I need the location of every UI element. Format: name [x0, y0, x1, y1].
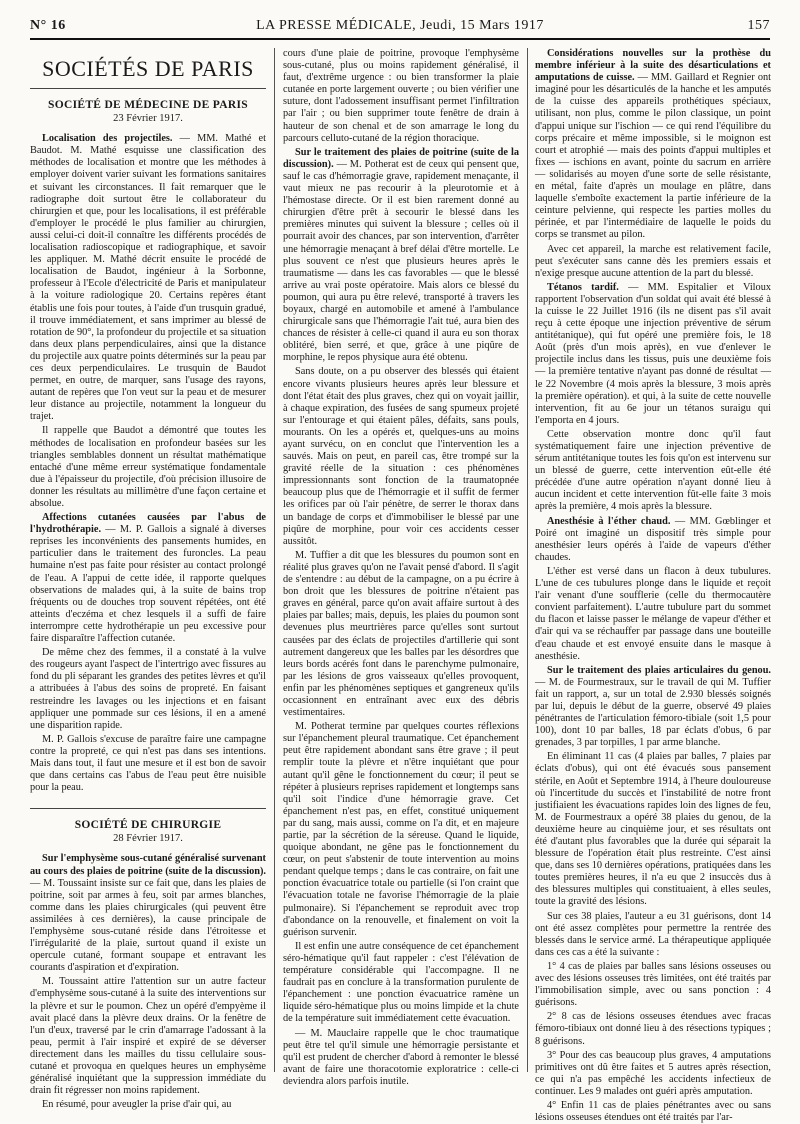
- column-2: [283, 48, 519, 1087]
- column-divider: [527, 48, 528, 1072]
- section-date-medecine: 23 Février 1917.: [113, 113, 183, 125]
- paragraph: Il rappelle que Baudot a démontré que toutes les méthodes de localisation en profondeur basées sur les triangles semblables donnent un résultat mathématique entaché d'une même erreur systématique fondamentale due à l'épaisseur du projectile, d'où précision illusoire de donner les résultats au millimètre d'une façon certaine et absolue.: [30, 425, 266, 509]
- list-item: 4° Enfin 11 cas de plaies pénétrantes avec ou sans lésions osseuses étendues ont été traités par l'ar-: [535, 1099, 771, 1124]
- article-localisation: Localisation des projectiles. — MM. Mathé et Baudot. M. Mathé esquisse une classification des méthodes de localisation et montre que les méthodes à employer doivent varier suivant les formations sanitaires et suivant les circonstances. Il fait remarquer que le radiographe doit surtout être le collaborateur du chirurgien et que, pour les localisations, il est préférable d'employer le procédé le plus familier au chirurgien, aussi celui-ci doit-il connaître les différents procédés de localisation radioscopique et radiographique, et savoir les appliquer. M. Mathé décrit ensuite le procédé de localisation de Baudot, ingénieur à la Sorbonne, professeur à l'Ecole d'électricité de Paris et manipulateur à la voiture radiologique 20. Certains repères étant établis une fois pour toutes, à l'aide d'un trusquin gradué, il trouve immédiatement, et sans imprimer au blessé de rotation de 90°, la profondeur du projectile et sa situation dans deux plans perpendiculaires, ainsi que la distance du projectile aux quatre points déterminés sur la peau par ces deux perpendiculaires. Le trusquin de Baudot permet, en outre, de marquer, sans l'usage des rayons, autant de repères que l'on veut sur la peau et de mesurer leur distance au projectile, notamment la longueur du trajet.: [30, 133, 266, 423]
- paragraph: Il est enfin une autre conséquence de cet épanchement séro-hématique qu'il faut rappeler : c'est l'élévation de température considérable qui l'accompagne. Il ne faudrait pas en conclure à la transformation purulente de l'épanchement : une ponction évacuatrice ramène un liquide séro-hématique plus ou moins limpide et la chute de la température suit immédiatement cette évacuation.: [283, 940, 519, 1025]
- paragraph: cours d'une plaie de poitrine, provoque l'emphysème sous-cutané, plus ou moins rapidement généralisé, il faut, d'extrême urgence : ou bien transformer la plaie cutanée en porte largement ouverte ; ou bien vérifier une suture, dont l'adossement insuffisant permet l'infiltration par l'air ; ou bien supprimer toute fenêtre de drain à hauteur de son chenal et de son amarrage le long du parcours celluto-cutané de la région thoracique.: [283, 48, 519, 144]
- list-item: 3° Pour des cas beaucoup plus graves, 4 amputations primitives ont dû être faites et 5 autres après résection, ce qui n'a pas empêché les accidents infectieux de continuer. Les 9 malades ont guéri après amputation.: [535, 1049, 771, 1097]
- section-divider: [30, 808, 266, 809]
- paragraph: M. Tuffier a dit que les blessures du poumon sont en réalité plus graves qu'on ne l'avait pensé d'abord. Il s'agit de s'entendre : au début de la campagne, on a pu écrire à bon droit que les blessures de poitrine n'étaient pas graves en général, parce qu'on avait affaire surtout à des plaies par balles; mais, depuis, les plaies du poumon sont devenues plus meurtrières parce qu'elles sont surtout causées par des éclats de projectiles d'artillerie qui sont autrement dangereux que les balles par les désordres que leurs bords acérés font dans le parenchyme pulmonaire, par les lésions de gros vaisseaux qu'elles provoquent, enfin par les phénomènes septiques et gangreneux qu'ils occasionnent en entraînant avec eux des débris vestimentaires.: [283, 549, 519, 719]
- page-header: [30, 16, 770, 40]
- article-emphyseme: Sur l'emphysème sous-cutané généralisé survenant au cours des plaies de poitrine (suite de la discussion). — M. Toussaint insiste sur ce fait que, dans les plaies de poitrine, soit par armes à feu, soit par armes blanches, comme dans les plaies chirurgicales (qui peuvent être assimilées à ces dernières), la cause principale de l'emphysème sous-cutané réside dans l'étroitesse et l'irrégularité de la plaie, surtout quand il existe un opercule cutané, formant soupape et entravant les courants d'aspiration et d'expiration.: [30, 853, 266, 974]
- list-item: 1° 4 cas de plaies par balles sans lésions osseuses ou avec des lésions osseuses très limitées, ont été traités par l'immobilisation simple, avec ou sans ponction : 4 guérisons.: [535, 960, 771, 1009]
- article-tetanos: Tétanos tardif. — MM. Espitalier et Viloux rapportent l'observation d'un soldat qui avait été blessé à la cuisse le 22 Juillet 1916 (ils ne disent pas s'il avait reçu à cette époque une injection préventive de sérum antitétanique), qui fut opéré une première fois, le 18 Août (près d'un mois après), en vue d'enlever le projectile inclus dans les tissus, puis une deuxième fois — la première tentative n'ayant pas donné de résultat — le 22 Novembre (4 mois après la blessure, 3 mois après la première opération). et qui, à la suite de cette nouvelle intervention, fit au 6e jour un tétanos suraigu qui l'emporta en 4 jours.: [535, 281, 771, 426]
- paragraph-mauclaire: — M. Mauclaire rappelle que le choc traumatique peut être tel qu'il simule une hémorragie persistante et qu'il est prudent de chercher d'abord à remonter le blessé avant de faire une thoracotomie exploratrice : celle-ci deviendra alors parfois inutile.: [283, 1027, 519, 1087]
- paragraph: En résumé, pour aveugler la prise d'air qui, au: [42, 1099, 232, 1111]
- journal-title: LA PRESSE MÉDICALE, Jeudi, 15 Mars 1917: [256, 18, 544, 33]
- paragraph: M. P. Gallois s'excuse de paraître faire une campagne contre la propreté, ce qui n'est pas dans ses intentions. Mais dans tout, il faut une mesure et il est bon de savoir que dans certains cas l'abus de l'eau peut être nuisible pour la peau.: [30, 733, 266, 794]
- column-3: [535, 48, 771, 1124]
- paragraph: M. Potherat termine par quelques courtes réflexions sur l'épanchement pleural traumatique. Cet épanchement peut être rapidement abondant sans être grave ; il peut remplir toute la plèvre et n'être inquiétant que pour autant qu'il gêne le fonctionnement du cœur; il peut se répéter à plusieurs reprises rapidement et longtemps sans qu'il soit l'indice d'une hémorragie grave. Cet épanchement n'est pas, en effet, constitué uniquement par du sang, mais aussi, comme on l'a dit, et en majeure partie, par la sécrétion de la séreuse. Quand le liquide, quoique abondant, ne gêne pas le fonctionnement du cœur, on peut s'abstenir de toute intervention au moins pendant quelque temps ; dans le cas contraire, on fait une ponction évacuatrice totale ou partielle (si l'on craint que l'évacuation totale ne favorise l'hémorragie de la plaie pulmonaire). Si l'épanchement se reproduit avec trop d'abondance on la renouvelle, et finalement on voit la guérison survenir.: [283, 721, 519, 938]
- section-title-chirurgie: SOCIÉTÉ DE CHIRURGIE: [74, 819, 222, 832]
- issue-number: N° 16: [30, 18, 66, 33]
- paragraph: Cette observation montre donc qu'il faut systématiquement faire une injection préventive de sérum antitétanique toutes les fois qu'on est intervenu sur un blessé de guerre, cette intervention eût-elle été précédée d'une autre opération n'ayant donné lieu à aucun incident et cette intervention fût-elle faite 3 mois après la première, 4 mois après la blessure.: [535, 428, 771, 513]
- section-date-chirurgie: 28 Février 1917.: [113, 833, 183, 845]
- list-item: 2° 8 cas de lésions osseuses étendues avec fracas fémoro-tibiaux ont donné lieu à des résections typiques ; 8 guérisons.: [535, 1011, 771, 1047]
- paragraph: De même chez des femmes, il a constaté à la vulve des rougeurs ayant l'aspect de l'intertrigo avec fissures au fond du pli séparant les grandes des petites lèvres et qu'il a attribuées à l'abus des soins de propreté. En faisant restreindre les lavages ou les injections et en faisant appliquer une pommade sur ces lésions, il en a amené une disparition rapide.: [30, 647, 266, 731]
- paragraph: Avec cet appareil, la marche est relativement facile, peut s'exécuter sans canne dès les premiers essais et n'exige presque aucune attention de la part du blessé.: [535, 243, 771, 279]
- article-prothese: Considérations nouvelles sur la prothèse du membre inférieur à la suite des désarticulations et amputations de cuisse. — MM. Gaillard et Regnier ont imaginé pour les désarticulés de la hanche et les amputés de la cuisse des appareils prothétiques spéciaux, utilisant, non plus, comme le pilon classique, un point d'appui unique sur l'ischion — ce qui rend l'équilibre du corps précaire et même impossible, si le moignon est court et atrophié — mais des points d'appui multiples et fixes — ischions en avant, pointe du sacrum en arrière — solidarisés au moyen d'une sorte de selle résistante, en métal, faite d'après un moulage en plâtre, dans laquelle s'emboîte exactement la partie inférieure de la ceinture pelvienne, qui respecte les parties molles du périnée, et par l'intermédiaire de laquelle le poids du corps se transmet au pilon.: [535, 48, 771, 241]
- article-plaies-genou: Sur le traitement des plaies articulaires du genou. — M. de Fourmestraux, sur le travail de qui M. Tuffier fait un rapport, a, sur un total de 2.930 blessés soignés par lui, depuis le début de la guerre, observé 49 plaies pénétrantes de l'articulation fémoro-tibiale (soit 1,5 pour 100), dont 10 par balles, 18 par éclats d'obus, 6 par grenades, 3 par torpilles, 1 par arme blanche.: [535, 664, 771, 749]
- paragraph: Sans doute, on a pu observer des blessés qui étaient encore vivants plusieurs heures après leur blessure et dont l'état était des plus graves, chez qui on voyait jaillir, à chaque expiration, des fusées de sang spumeux projeté sur l'entourage et qui étaient pâles, défaits, sans pouls, mourants. On les a opérés et, quelques-uns au moins ayant survécu, on en conclut que l'intervention les a sauvés. Mais on peut, en pareil cas, être trompé sur la gravité réelle de la situation : ces phénomènes impressionnants sont fonction de la traumatopnée beaucoup plus que de l'hémorragie et il suffit de fermer les orifices par où l'air pénètre, de serrer le thorax dans un bandage de corps et d'immobiliser le blessé par une piqûre de morphine, pour voir ces accidents cesser aussitôt.: [283, 366, 519, 547]
- column-1: [30, 48, 266, 1111]
- paragraph: M. Toussaint attire l'attention sur un autre facteur d'emphysème sous-cutané à la suite des interventions sur la plèvre et sur le poumon. Chez un opéré d'empyème il avait placé dans la plèvre deux drains. Or la fenêtre de l'un d'eux, traversé par le crin d'amarrage l'adossant à la peau, permit à l'air inspiré et expiré de se déverser directement dans les mailles du tissu cellulaire sous-cutané et provoqua en quelques heures un emphysème généralisé inquiétant que la suppression immédiate du drain fit régresser non moins rapidement.: [30, 976, 266, 1097]
- column-divider: [274, 48, 275, 1072]
- masthead: SOCIÉTÉS DE PARIS: [30, 56, 266, 89]
- paragraph: En éliminant 11 cas (4 plaies par balles, 7 plaies par éclats d'obus), qui ont été évacués sous pansement stérile, en Août et Septembre 1914, à l'heure douloureuse où l'incertitude du succès et l'instabilité de notre front justifiaient les évacuations rapides loin des lignes de feu, M. de Fourmestraux a opéré 38 plaies du genou, de la deuxième heure au cinquième jour, et ses résultats ont été d'autant plus favorables que la durée qui séparait la blessure de l'opération était plus restreinte. C'est ainsi que, dans ses 10 dernières opérations, pratiquées dans les toutes premières heures, il n'a eu que 2 insuccès dus à des blessures multiples qui constituaient, à elles seules, toute la gravité des lésions.: [535, 751, 771, 908]
- paragraph: Sur ces 38 plaies, l'auteur a eu 31 guérisons, dont 14 ont été assez complètes pour permettre la rentrée des blessés dans le service armé. La thérapeutique appliquée dans ces cas a été la suivante :: [535, 910, 771, 958]
- article-affections-cutanees: Affections cutanées causées par l'abus de l'hydrothérapie. — M. P. Gallois a signalé à diverses reprises les inconvénients des pansements humides, en particulier dans le traitement des furoncles. La peau humaine n'est pas faite pour résister au contact prolongé de l'eau. A l'appui de cette idée, il rapporte quelques observations de malades qui, à la suite de bains trop fréquents ou de douches trop souvent répétées, ont été atteints d'eczéma et chez lesquels il a suffi de faire interrompre cette hydrothérapie un peu excessive pour faire disparaître l'affection cutanée.: [30, 512, 266, 645]
- article-plaies-poitrine: Sur le traitement des plaies de poitrine (suite de la discussion). — M. Potherat est de ceux qui pensent que, sauf le cas d'hémorragie grave, rapidement menaçante, il vaut mieux ne pas recourir à la pleurotomie et à l'hémostase directe. Or il est bien rarement donné au chirurgien d'être prêt à secourir le blessé dans les premières minutes qui suivent la blessure ; celles où il pourrait avoir des chances, par son intervention, d'arrêter une hémorragie menaçant à bref délai d'être mortelle. Le plus souvent ce n'est que plusieurs heures après le traumatisme — dans les cas favorables — que le blessé arrive au vrai poste opératoire. Mais alors ce blessé du poumon, qui aura pu être relevé, transporté à travers les boyaux, chargé en automobile et amené à l'ambulance chirurgicale sans que l'hémorragie l'ait tué, aura bien des chances de résister à celle-ci quand il aura eu son thorax oblitéré, bien serré, et que, grâce à une piqûre de morphine, le repos physique aura été obtenu.: [283, 146, 519, 364]
- paragraph: L'éther est versé dans un flacon à deux tubulures. L'une de ces tubulures plonge dans le liquide et reçoit l'air venant d'une soufflerie (celle du thermocautère convient parfaitement). L'autre tubulure part du sommet du flacon et laisse passer le mélange de vapeur d'éther et d'air qui va se réchauffer par passage dans une bouteille d'eau chaude et est envoyé ensuite dans le masque à anesthésie.: [535, 565, 771, 662]
- section-title-medecine: SOCIÉTÉ DE MÉDECINE DE PARIS: [48, 99, 248, 111]
- page-number: 157: [747, 18, 770, 33]
- article-anesthesie: Anesthésie à l'éther chaud. — MM. Gœblinger et Poiré ont imaginé un dispositif très simple pour anesthésier leurs opérés à l'aide de vapeurs d'éther chaudes.: [535, 515, 771, 563]
